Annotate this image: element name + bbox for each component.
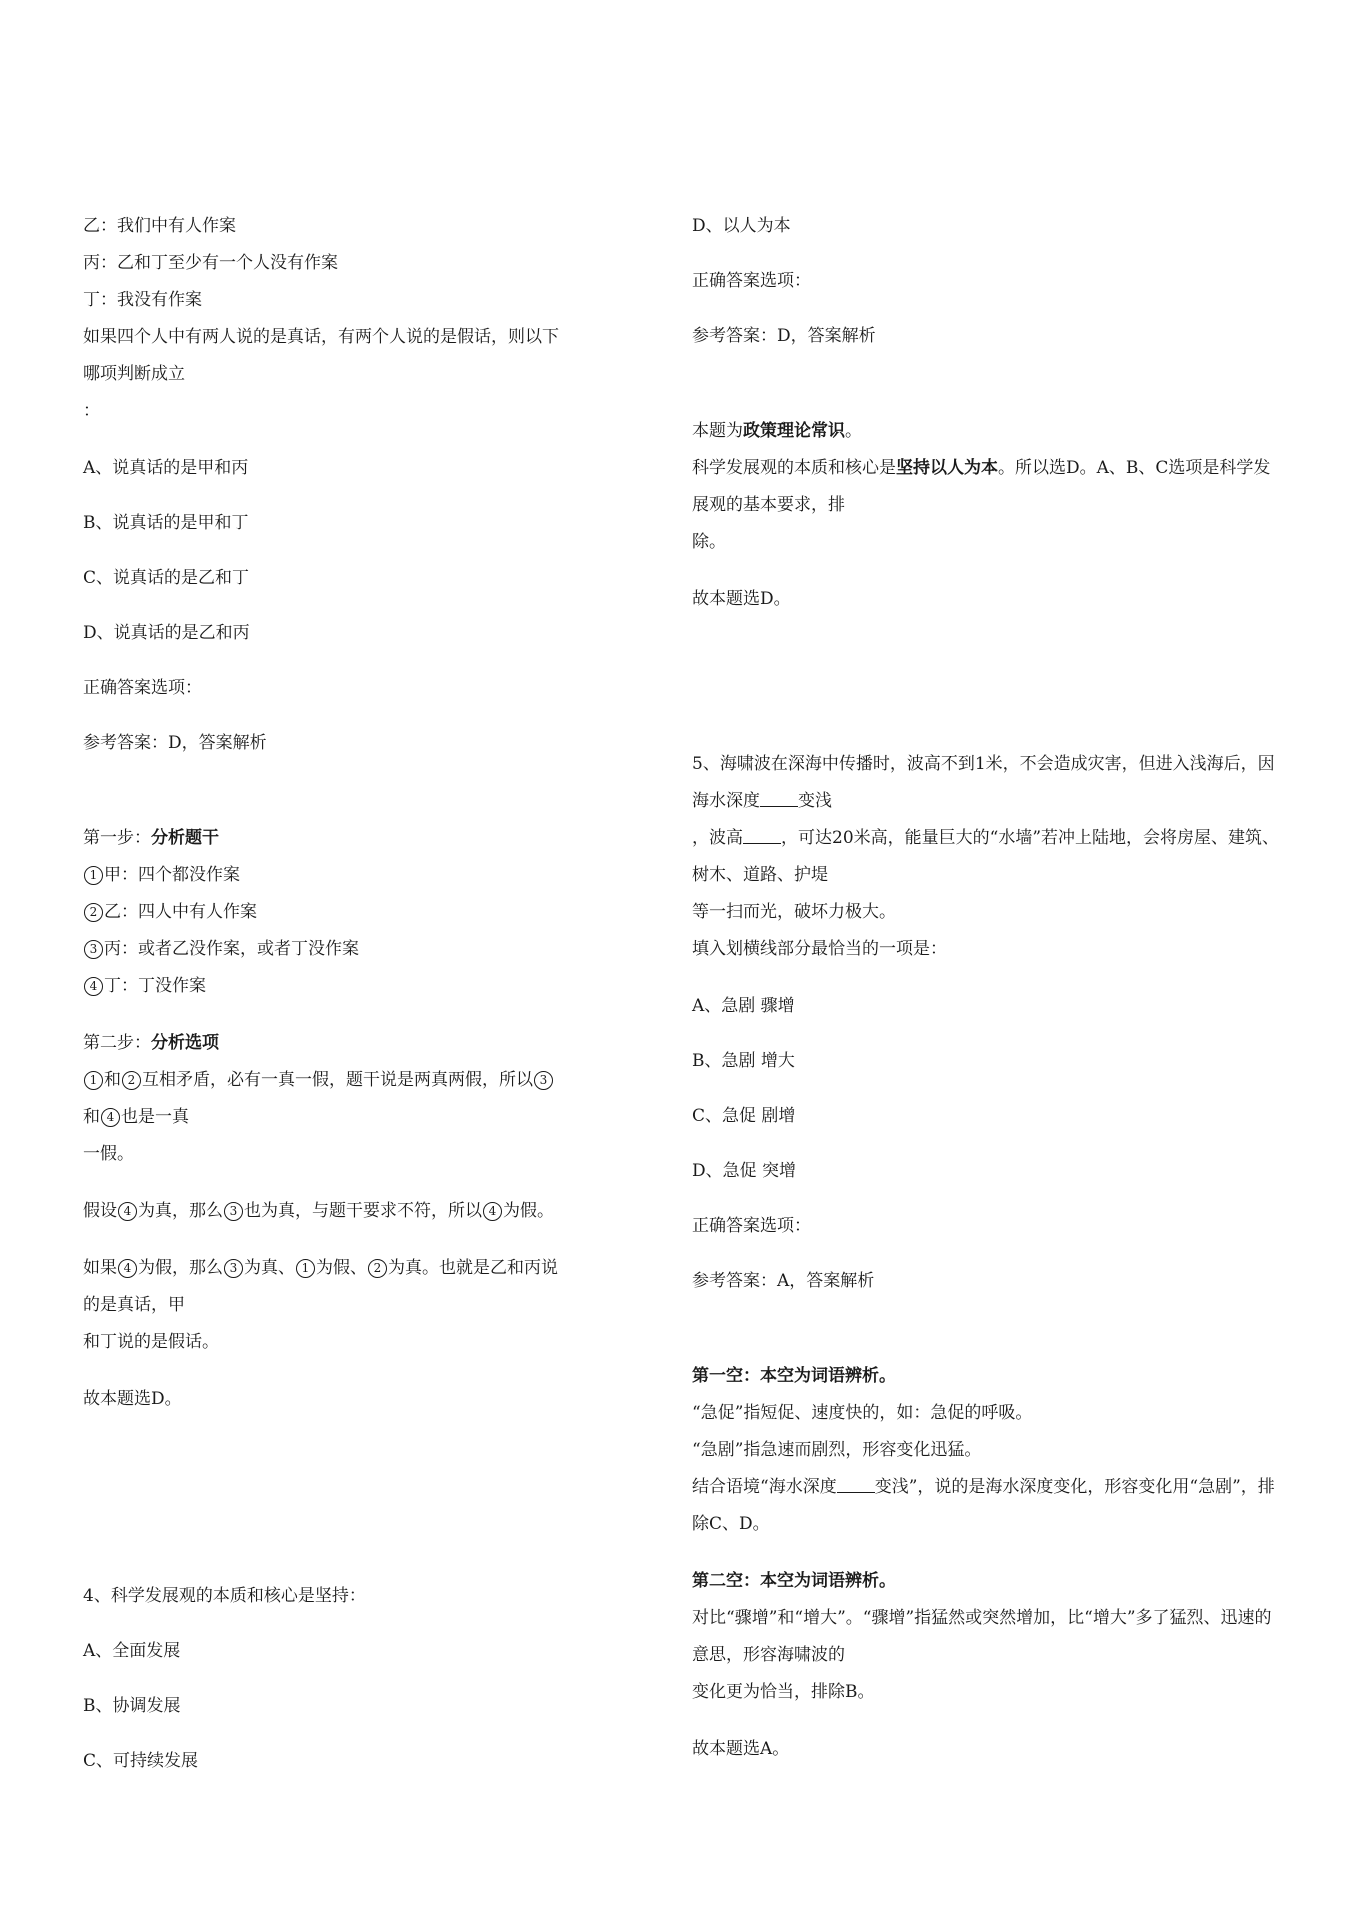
- step2-paragraph-3-cont: 和丁说的是假话。: [83, 1332, 219, 1352]
- blank2-line-cont: 变化更为恰当，排除B。: [692, 1682, 875, 1702]
- option-c: C、说真话的是乙和丁: [83, 568, 250, 588]
- analysis-item: 1 甲：四个都没作案: [83, 857, 565, 894]
- q5-option-b: B、急剧 增大: [692, 1051, 795, 1071]
- q4-option-d: D、以人为本: [692, 216, 791, 236]
- question-5-line3: 等一扫而光，破坏力极大。: [692, 902, 896, 922]
- right-column: [692, 208, 1284, 1768]
- left-column: [83, 208, 565, 1780]
- option-b: B、说真话的是甲和丁: [83, 513, 249, 533]
- statement-yi: 乙：我们中有人作案: [83, 216, 236, 236]
- step1-heading: 第一步：分析题干: [83, 828, 219, 848]
- q5-option-d: D、急促 突增: [692, 1161, 797, 1181]
- step2-paragraph-2: 假设 4 为真，那么 3 也为真，与题干要求不符，所以 4 为假。: [83, 1201, 554, 1221]
- step2-paragraph-3: 如果 4 为假，那么 3 为真、 1 为假、 2 为真。也就是乙和丙说的是真话，甲: [83, 1258, 558, 1315]
- step2-paragraph-1-cont: 一假。: [83, 1144, 134, 1164]
- question-5: 5、海啸波在深海中传播时，波高不到1米，不会造成灾害，但进入浅海后，因海水深度 变浅: [692, 754, 1275, 811]
- question-5-line2: ，波高 ，可达20米高，能量巨大的“水墙”若冲上陆地，会将房屋、建筑、树木、道路、护堤: [692, 820, 1284, 894]
- correct-answer-label: 正确答案选项：: [692, 271, 811, 291]
- fill-blank: [760, 788, 798, 807]
- fill-blank: [743, 825, 781, 844]
- question-4: 4、科学发展观的本质和核心是坚持：: [83, 1586, 366, 1606]
- question-text: 如果四个人中有两人说的是真话，有两个人说的是假话，则以下哪项判断成立: [83, 327, 559, 384]
- q5-option-a: A、急剧 骤增: [692, 996, 795, 1016]
- correct-answer-label-2: 正确答案选项：: [692, 1216, 811, 1236]
- blank1-line: “急促”指短促、速度快的，如：急促的呼吸。: [692, 1403, 1033, 1423]
- reference-answer: 参考答案：D，答案解析: [692, 326, 876, 346]
- analysis-item: 2 乙：四人中有人作案: [83, 894, 565, 931]
- option-d: D、说真话的是乙和丙: [83, 623, 250, 643]
- conclusion: 故本题选D。: [83, 1389, 182, 1409]
- explanation: 科学发展观的本质和核心是坚持以人为本。所以选D。A、B、C选项是科学发展观的基本要求，排: [692, 458, 1271, 515]
- conclusion-2: 故本题选A。: [692, 1739, 790, 1759]
- reference-answer-2: 参考答案：A，答案解析: [692, 1271, 875, 1291]
- topic-line: 本题为政策理论常识。: [692, 421, 862, 441]
- q4-option-c: C、可持续发展: [83, 1751, 199, 1771]
- blank1-context: 结合语境“海水深度 变浅”，说的是海水深度变化，形容变化用“急剧”，排除C、D。: [692, 1469, 1284, 1543]
- conclusion: 故本题选D。: [692, 589, 791, 609]
- option-a: A、说真话的是甲和丙: [83, 458, 249, 478]
- analysis-item: 4 丁：丁没作案: [83, 968, 565, 1005]
- blank1-heading: 第一空：本空为词语辨析。: [692, 1366, 896, 1386]
- blank1-line: “急剧”指急速而剧烈，形容变化迅猛。: [692, 1440, 982, 1460]
- circled-number: 2: [84, 903, 103, 922]
- question-tail: ：: [83, 401, 100, 421]
- blank2-line: 对比“骤增”和“增大”。“骤增”指猛然或突然增加，比“增大”多了猛烈、迅速的意思，形容海啸波的: [692, 1608, 1272, 1665]
- analysis-item: 3 丙：或者乙没作案，或者丁没作案: [83, 931, 565, 968]
- step2-heading: 第二步：分析选项: [83, 1033, 219, 1053]
- statement-bing: 丙：乙和丁至少有一个人没有作案: [83, 253, 338, 273]
- q5-option-c: C、急促 剧增: [692, 1106, 796, 1126]
- question-5-prompt: 填入划横线部分最恰当的一项是：: [692, 939, 947, 959]
- correct-answer-label: 正确答案选项：: [83, 678, 202, 698]
- q4-option-b: B、协调发展: [83, 1696, 181, 1716]
- circled-number: 4: [84, 977, 103, 996]
- circled-number: 1: [84, 866, 103, 885]
- circled-number: 3: [84, 940, 103, 959]
- fill-blank: [837, 1474, 875, 1493]
- blank2-heading: 第二空：本空为词语辨析。: [692, 1571, 896, 1591]
- q4-option-a: A、全面发展: [83, 1641, 181, 1661]
- reference-answer: 参考答案：D，答案解析: [83, 733, 267, 753]
- explanation-cont: 除。: [692, 532, 726, 552]
- statement-ding: 丁：我没有作案: [83, 290, 202, 310]
- step2-paragraph-1: 1 和 2 互相矛盾，必有一真一假，题干说是两真两假，所以 3和 4 也是一真: [83, 1062, 565, 1136]
